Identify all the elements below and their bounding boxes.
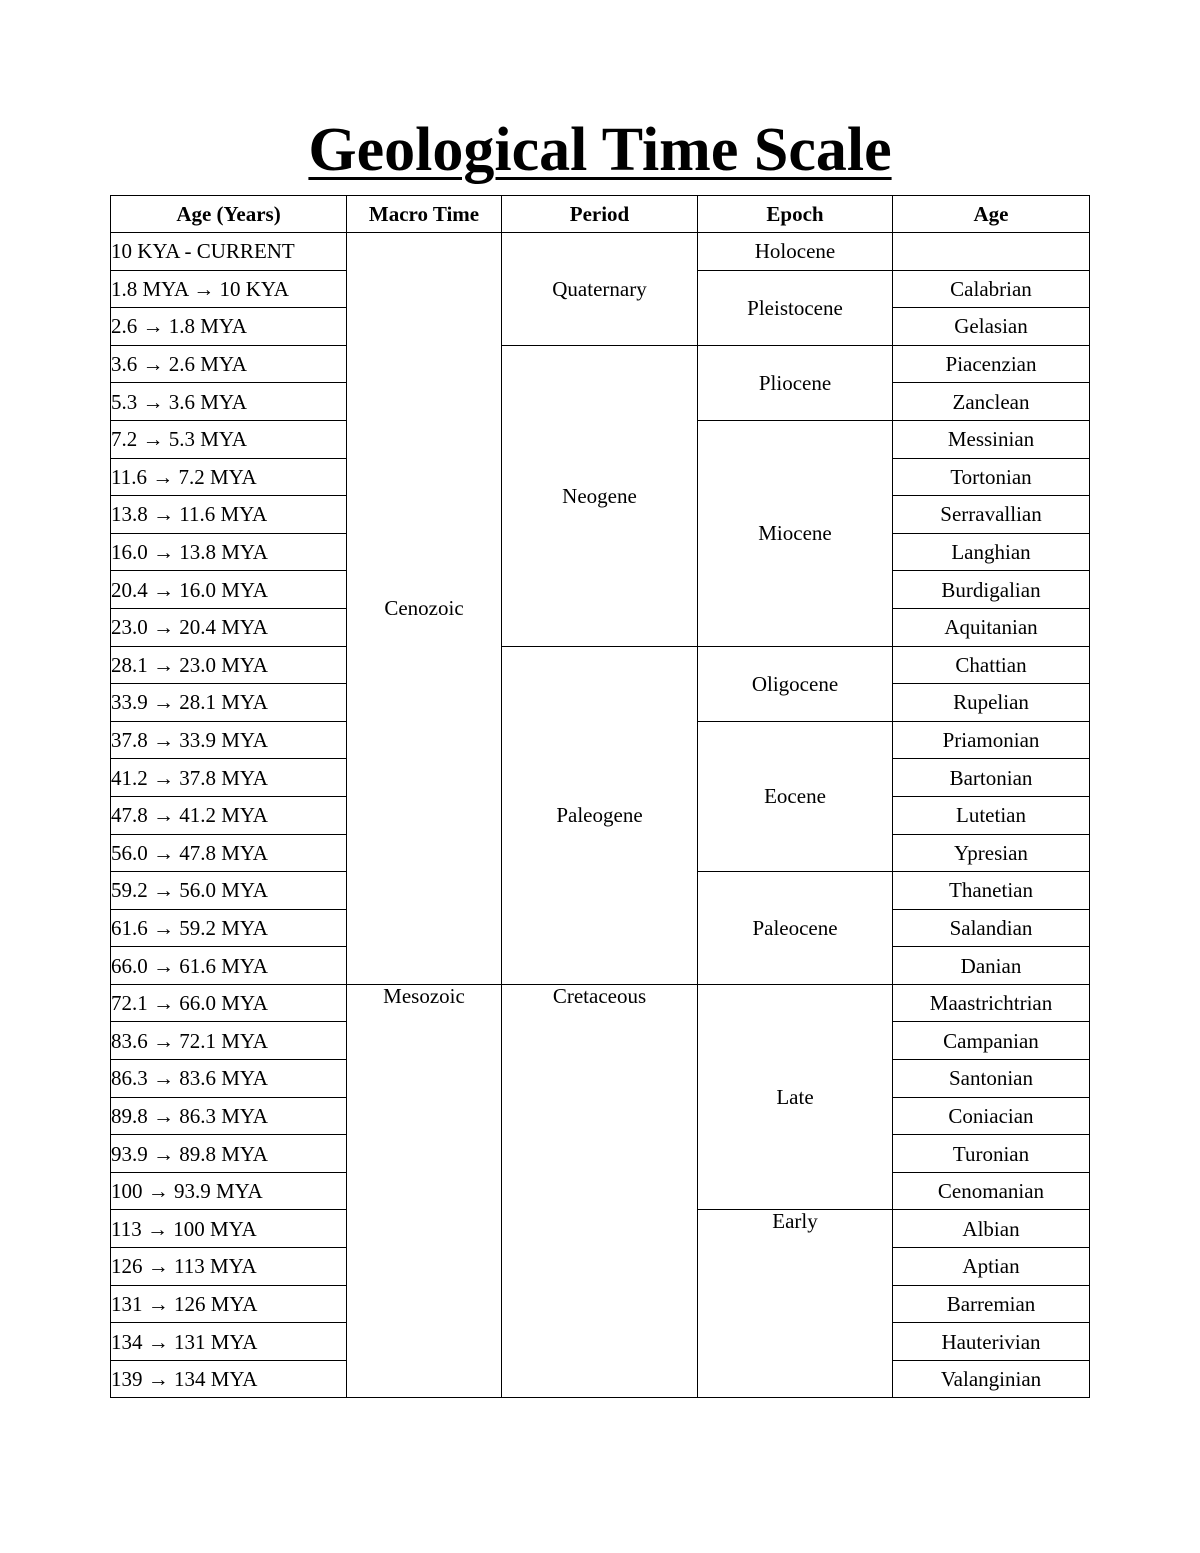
period-paleogene-cell: Paleogene	[502, 646, 698, 984]
stage-cell: Piacenzian	[893, 345, 1090, 383]
epoch-holocene-cell: Holocene	[698, 233, 893, 271]
age-range-cell: 131 → 126 MYA	[111, 1285, 347, 1323]
stage-cell: Coniacian	[893, 1097, 1090, 1135]
epoch-eocene-cell: Eocene	[698, 721, 893, 871]
stage-cell: Messinian	[893, 420, 1090, 458]
epoch-pliocene-cell: Pliocene	[698, 345, 893, 420]
age-range-cell: 93.9 → 89.8 MYA	[111, 1135, 347, 1173]
epoch-miocene-cell: Miocene	[698, 420, 893, 646]
period-cretaceous-cell: Cretaceous	[502, 984, 698, 1398]
age-range-cell: 66.0 → 61.6 MYA	[111, 947, 347, 985]
table-row	[111, 646, 1090, 684]
age-range-cell: 13.8 → 11.6 MYA	[111, 496, 347, 534]
stage-cell: Ypresian	[893, 834, 1090, 872]
stage-cell: Barremian	[893, 1285, 1090, 1323]
stage-cell: Bartonian	[893, 759, 1090, 797]
age-range-cell: 126 → 113 MYA	[111, 1248, 347, 1286]
age-range-cell: 89.8 → 86.3 MYA	[111, 1097, 347, 1135]
stage-cell: Gelasian	[893, 308, 1090, 346]
header-age-years: Age (Years)	[111, 196, 347, 233]
header-epoch: Epoch	[698, 196, 893, 233]
stage-cell: Aptian	[893, 1248, 1090, 1286]
geological-time-table	[110, 195, 1090, 1398]
stage-cell: Langhian	[893, 533, 1090, 571]
stage-cell: Burdigalian	[893, 571, 1090, 609]
age-range-cell: 16.0 → 13.8 MYA	[111, 533, 347, 571]
age-range-cell: 37.8 → 33.9 MYA	[111, 721, 347, 759]
age-range-cell: 41.2 → 37.8 MYA	[111, 759, 347, 797]
stage-cell: Danian	[893, 947, 1090, 985]
stage-cell: Hauterivian	[893, 1323, 1090, 1361]
epoch-oligocene-cell: Oligocene	[698, 646, 893, 721]
table-row	[111, 984, 1090, 1022]
stage-cell: Chattian	[893, 646, 1090, 684]
header-period: Period	[502, 196, 698, 233]
age-range-cell: 72.1 → 66.0 MYA	[111, 984, 347, 1022]
age-range-cell: 3.6 → 2.6 MYA	[111, 345, 347, 383]
epoch-early-cell: Early	[698, 1210, 893, 1398]
age-range-cell: 83.6 → 72.1 MYA	[111, 1022, 347, 1060]
epoch-pleistocene-cell: Pleistocene	[698, 270, 893, 345]
header-macro-time: Macro Time	[347, 196, 502, 233]
document-title: Geological Time Scale	[308, 116, 892, 184]
age-range-cell: 23.0 → 20.4 MYA	[111, 608, 347, 646]
header-age: Age	[893, 196, 1090, 233]
age-range-cell: 56.0 → 47.8 MYA	[111, 834, 347, 872]
age-range-cell: 28.1 → 23.0 MYA	[111, 646, 347, 684]
age-range-cell: 2.6 → 1.8 MYA	[111, 308, 347, 346]
stage-cell: Maastrichtrian	[893, 984, 1090, 1022]
macro-cenozoic-cell: Cenozoic	[347, 233, 502, 985]
macro-mesozoic-cell: Mesozoic	[347, 984, 502, 1398]
age-range-cell: 1.8 MYA → 10 KYA	[111, 270, 347, 308]
stage-cell: Calabrian	[893, 270, 1090, 308]
age-range-cell: 10 KYA - CURRENT	[111, 233, 347, 271]
table-row	[111, 233, 1090, 271]
stage-cell: Turonian	[893, 1135, 1090, 1173]
epoch-late-cell: Late	[698, 984, 893, 1210]
age-range-cell: 7.2 → 5.3 MYA	[111, 420, 347, 458]
stage-cell: Tortonian	[893, 458, 1090, 496]
stage-cell: Zanclean	[893, 383, 1090, 421]
age-range-cell: 11.6 → 7.2 MYA	[111, 458, 347, 496]
stage-cell: Serravallian	[893, 496, 1090, 534]
table-row	[111, 345, 1090, 383]
age-range-cell: 47.8 → 41.2 MYA	[111, 796, 347, 834]
stage-cell	[893, 233, 1090, 271]
stage-cell: Lutetian	[893, 796, 1090, 834]
period-quaternary-cell: Quaternary	[502, 233, 698, 346]
age-range-cell: 61.6 → 59.2 MYA	[111, 909, 347, 947]
stage-cell: Santonian	[893, 1060, 1090, 1098]
stage-cell: Rupelian	[893, 684, 1090, 722]
age-range-cell: 20.4 → 16.0 MYA	[111, 571, 347, 609]
stage-cell: Campanian	[893, 1022, 1090, 1060]
age-range-cell: 59.2 → 56.0 MYA	[111, 872, 347, 910]
stage-cell: Aquitanian	[893, 608, 1090, 646]
age-range-cell: 134 → 131 MYA	[111, 1323, 347, 1361]
age-range-cell: 33.9 → 28.1 MYA	[111, 684, 347, 722]
stage-cell: Valanginian	[893, 1360, 1090, 1398]
stage-cell: Salandian	[893, 909, 1090, 947]
epoch-paleocene-cell: Paleocene	[698, 872, 893, 985]
age-range-cell: 100 → 93.9 MYA	[111, 1172, 347, 1210]
age-range-cell: 86.3 → 83.6 MYA	[111, 1060, 347, 1098]
stage-cell: Thanetian	[893, 872, 1090, 910]
age-range-cell: 5.3 → 3.6 MYA	[111, 383, 347, 421]
stage-cell: Cenomanian	[893, 1172, 1090, 1210]
age-range-cell: 139 → 134 MYA	[111, 1360, 347, 1398]
stage-cell: Priamonian	[893, 721, 1090, 759]
stage-cell: Albian	[893, 1210, 1090, 1248]
period-neogene-cell: Neogene	[502, 345, 698, 646]
table-header-row	[111, 196, 1090, 233]
age-range-cell: 113 → 100 MYA	[111, 1210, 347, 1248]
